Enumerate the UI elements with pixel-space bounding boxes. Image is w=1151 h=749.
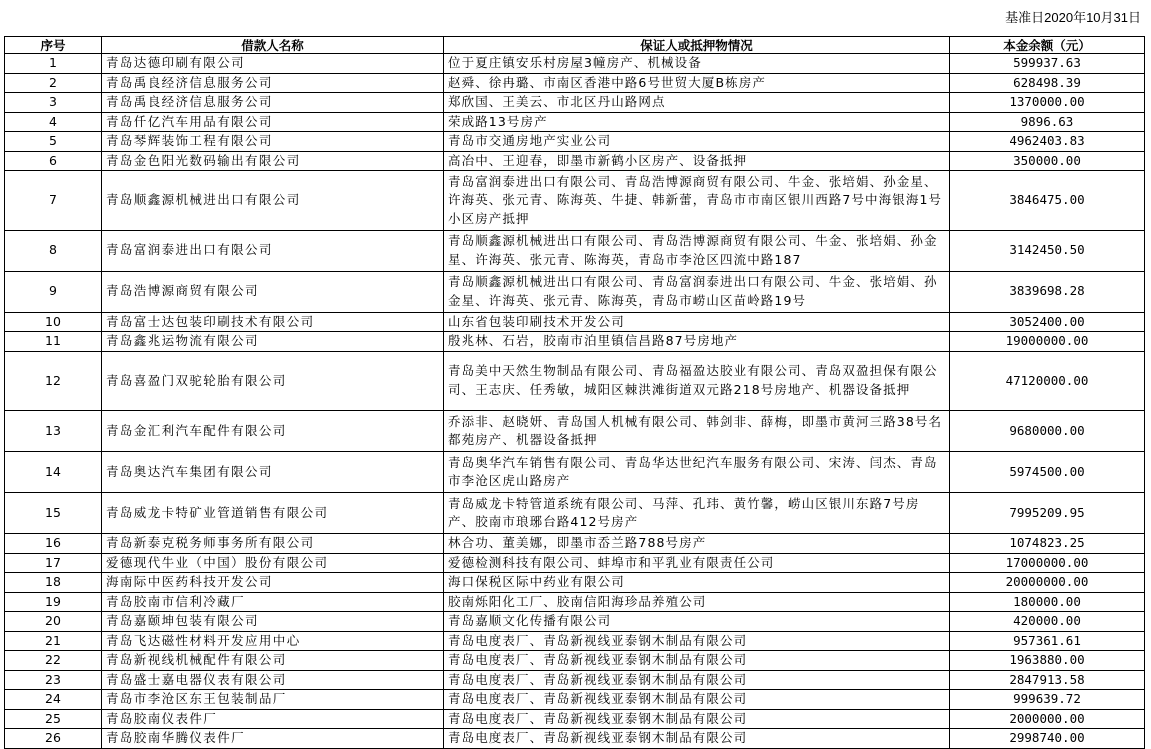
- table-row: [5, 534, 1145, 554]
- row-guarantee-cell: 青岛电度表厂、青岛新视线亚泰钢木制品有限公司: [444, 729, 950, 749]
- row-guarantee-cell: 青岛顺鑫源机械进出口有限公司、青岛浩博源商贸有限公司、牛金、张培娟、孙金星、许海英、张元青、陈海英，青岛市李沧区四流中路187: [444, 230, 950, 271]
- base-date-label: 基准日2020年10月31日: [1005, 10, 1141, 25]
- row-principal-cell: 1074823.25: [950, 534, 1145, 554]
- row-seq-cell: 23: [5, 670, 102, 690]
- row-guarantee-cell: 青岛奥华汽车销售有限公司、青岛华达世纪汽车服务有限公司、宋涛、闫杰、青岛市李沧区虎山路房产: [444, 452, 950, 493]
- row-seq-cell: 9: [5, 271, 102, 312]
- row-seq-cell: 7: [5, 171, 102, 231]
- row-guarantee-cell: 青岛美中天然生物制品有限公司、青岛福盈达胶业有限公司、青岛双盈担保有限公司、王志庆、任秀敏，城阳区棘洪滩街道双元路218号房地产、机器设备抵押: [444, 351, 950, 411]
- row-guarantee-cell: 胶南烁阳化工厂、胶南信阳海珍品养殖公司: [444, 592, 950, 612]
- table-row: [5, 351, 1145, 411]
- row-guarantee-cell: 殷兆林、石岩，胶南市泊里镇信昌路87号房地产: [444, 332, 950, 352]
- column-header-borrower: 借款人名称: [102, 37, 444, 54]
- row-guarantee-cell: 青岛市交通房地产实业公司: [444, 132, 950, 152]
- row-borrower-cell: 青岛新视线机械配件有限公司: [102, 651, 444, 671]
- row-guarantee-cell: 青岛顺鑫源机械进出口有限公司、青岛富润泰进出口有限公司、牛金、张培娟、孙金星、许海英、张元青、陈海英，青岛市崂山区苗岭路19号: [444, 271, 950, 312]
- table-header-row: [5, 37, 1145, 54]
- row-seq-cell: 24: [5, 690, 102, 710]
- row-guarantee-cell: 林合功、董美娜，即墨市岙兰路788号房产: [444, 534, 950, 554]
- row-guarantee-cell: 郑欣国、王美云、市北区丹山路网点: [444, 93, 950, 113]
- table-row: [5, 573, 1145, 593]
- table-row: [5, 631, 1145, 651]
- row-principal-cell: 3846475.00: [950, 171, 1145, 231]
- row-borrower-cell: 青岛鑫兆运物流有限公司: [102, 332, 444, 352]
- row-principal-cell: 2000000.00: [950, 709, 1145, 729]
- row-seq-cell: 18: [5, 573, 102, 593]
- row-guarantee-cell: 青岛嘉顺文化传播有限公司: [444, 612, 950, 632]
- row-borrower-cell: 青岛盛士嘉电器仪表有限公司: [102, 670, 444, 690]
- row-principal-cell: 3839698.28: [950, 271, 1145, 312]
- row-guarantee-cell: 青岛电度表厂、青岛新视线亚泰钢木制品有限公司: [444, 651, 950, 671]
- row-seq-cell: 17: [5, 553, 102, 573]
- row-principal-cell: 420000.00: [950, 612, 1145, 632]
- row-principal-cell: 999639.72: [950, 690, 1145, 710]
- table-row: [5, 93, 1145, 113]
- row-seq-cell: 15: [5, 493, 102, 534]
- row-guarantee-cell: 青岛电度表厂、青岛新视线亚泰钢木制品有限公司: [444, 709, 950, 729]
- row-principal-cell: 47120000.00: [950, 351, 1145, 411]
- row-borrower-cell: 青岛奥达汽车集团有限公司: [102, 452, 444, 493]
- table-row: [5, 411, 1145, 452]
- table-row: [5, 132, 1145, 152]
- row-borrower-cell: 青岛富润泰进出口有限公司: [102, 230, 444, 271]
- table-row: [5, 612, 1145, 632]
- table-row: [5, 332, 1145, 352]
- row-principal-cell: 19000000.00: [950, 332, 1145, 352]
- row-seq-cell: 5: [5, 132, 102, 152]
- row-guarantee-cell: 爱德检测科技有限公司、蚌埠市和平乳业有限责任公司: [444, 553, 950, 573]
- row-seq-cell: 22: [5, 651, 102, 671]
- row-seq-cell: 4: [5, 112, 102, 132]
- row-guarantee-cell: 乔添非、赵晓妍、青岛国人机械有限公司、韩剑非、薛梅，即墨市黄河三路38号名都苑房产、机器设备抵押: [444, 411, 950, 452]
- row-guarantee-cell: 青岛电度表厂、青岛新视线亚泰钢木制品有限公司: [444, 690, 950, 710]
- table-row: [5, 230, 1145, 271]
- row-seq-cell: 25: [5, 709, 102, 729]
- row-borrower-cell: 青岛金汇利汽车配件有限公司: [102, 411, 444, 452]
- row-seq-cell: 12: [5, 351, 102, 411]
- row-guarantee-cell: 山东省包装印刷技术开发公司: [444, 312, 950, 332]
- row-seq-cell: 16: [5, 534, 102, 554]
- row-guarantee-cell: 青岛富润泰进出口有限公司、青岛浩博源商贸有限公司、牛金、张培娟、孙金星、许海英、张元青、陈海英、牛捷、韩新蕾，青岛市市南区银川西路7号中海银海1号小区房产抵押: [444, 171, 950, 231]
- row-guarantee-cell: 荣成路13号房产: [444, 112, 950, 132]
- row-borrower-cell: 青岛金色阳光数码输出有限公司: [102, 151, 444, 171]
- table-row: [5, 151, 1145, 171]
- table-row: [5, 112, 1145, 132]
- row-seq-cell: 21: [5, 631, 102, 651]
- row-borrower-cell: 青岛市李沧区东王包装制品厂: [102, 690, 444, 710]
- row-principal-cell: 2847913.58: [950, 670, 1145, 690]
- column-header-principal: 本金余额（元）: [950, 37, 1145, 54]
- row-borrower-cell: 海南际中医药科技开发公司: [102, 573, 444, 593]
- row-borrower-cell: 青岛禹良经济信息服务公司: [102, 73, 444, 93]
- row-guarantee-cell: 位于夏庄镇安乐村房屋3幢房产、机械设备: [444, 54, 950, 74]
- row-principal-cell: 5974500.00: [950, 452, 1145, 493]
- column-header-seq: 序号: [5, 37, 102, 54]
- row-seq-cell: 19: [5, 592, 102, 612]
- row-guarantee-cell: 海口保税区际中药业有限公司: [444, 573, 950, 593]
- row-borrower-cell: 青岛嘉颐坤包装有限公司: [102, 612, 444, 632]
- row-principal-cell: 180000.00: [950, 592, 1145, 612]
- table-row: [5, 73, 1145, 93]
- row-seq-cell: 14: [5, 452, 102, 493]
- row-borrower-cell: 青岛琴辉装饰工程有限公司: [102, 132, 444, 152]
- table-row: [5, 670, 1145, 690]
- row-seq-cell: 6: [5, 151, 102, 171]
- row-principal-cell: 2998740.00: [950, 729, 1145, 749]
- row-borrower-cell: 青岛新泰克税务师事务所有限公司: [102, 534, 444, 554]
- row-principal-cell: 20000000.00: [950, 573, 1145, 593]
- row-borrower-cell: 青岛禹良经济信息服务公司: [102, 93, 444, 113]
- table-row: [5, 651, 1145, 671]
- row-borrower-cell: 青岛仟亿汽车用品有限公司: [102, 112, 444, 132]
- row-principal-cell: 1370000.00: [950, 93, 1145, 113]
- row-borrower-cell: 爱德现代牛业（中国）股份有限公司: [102, 553, 444, 573]
- row-borrower-cell: 青岛达德印刷有限公司: [102, 54, 444, 74]
- row-principal-cell: 3052400.00: [950, 312, 1145, 332]
- table-row: [5, 709, 1145, 729]
- row-seq-cell: 20: [5, 612, 102, 632]
- row-seq-cell: 11: [5, 332, 102, 352]
- table-row: [5, 592, 1145, 612]
- row-seq-cell: 26: [5, 729, 102, 749]
- row-borrower-cell: 青岛威龙卡特矿业管道销售有限公司: [102, 493, 444, 534]
- row-seq-cell: 1: [5, 54, 102, 74]
- row-principal-cell: 599937.63: [950, 54, 1145, 74]
- row-seq-cell: 8: [5, 230, 102, 271]
- row-borrower-cell: 青岛富士达包装印刷技术有限公司: [102, 312, 444, 332]
- row-principal-cell: 1963880.00: [950, 651, 1145, 671]
- table-row: [5, 452, 1145, 493]
- table-row: [5, 729, 1145, 749]
- row-borrower-cell: 青岛浩博源商贸有限公司: [102, 271, 444, 312]
- row-guarantee-cell: 青岛威龙卡特管道系统有限公司、马萍、孔玮、黄竹馨，崂山区银川东路7号房产、胶南市琅琊台路412号房产: [444, 493, 950, 534]
- row-principal-cell: 9896.63: [950, 112, 1145, 132]
- row-borrower-cell: 青岛胶南仪表件厂: [102, 709, 444, 729]
- row-principal-cell: 17000000.00: [950, 553, 1145, 573]
- column-header-guarantee: 保证人或抵押物情况: [444, 37, 950, 54]
- row-principal-cell: 350000.00: [950, 151, 1145, 171]
- table-row: [5, 493, 1145, 534]
- row-seq-cell: 2: [5, 73, 102, 93]
- row-principal-cell: 3142450.50: [950, 230, 1145, 271]
- row-borrower-cell: 青岛喜盈门双驼轮胎有限公司: [102, 351, 444, 411]
- table-row: [5, 690, 1145, 710]
- row-principal-cell: 7995209.95: [950, 493, 1145, 534]
- row-guarantee-cell: 赵舜、徐冉璐、市南区香港中路6号世贸大厦B栋房产: [444, 73, 950, 93]
- row-seq-cell: 10: [5, 312, 102, 332]
- table-row: [5, 171, 1145, 231]
- row-guarantee-cell: 青岛电度表厂、青岛新视线亚泰钢木制品有限公司: [444, 670, 950, 690]
- table-row: [5, 553, 1145, 573]
- loan-table: [4, 36, 1145, 749]
- row-borrower-cell: 青岛飞达磁性材料开发应用中心: [102, 631, 444, 651]
- table-row: [5, 312, 1145, 332]
- row-borrower-cell: 青岛胶南市信利冷藏厂: [102, 592, 444, 612]
- row-guarantee-cell: 青岛电度表厂、青岛新视线亚泰钢木制品有限公司: [444, 631, 950, 651]
- row-seq-cell: 13: [5, 411, 102, 452]
- row-seq-cell: 3: [5, 93, 102, 113]
- table-row: [5, 271, 1145, 312]
- table-row: [5, 54, 1145, 74]
- row-principal-cell: 9680000.00: [950, 411, 1145, 452]
- row-principal-cell: 4962403.83: [950, 132, 1145, 152]
- row-principal-cell: 957361.61: [950, 631, 1145, 651]
- row-borrower-cell: 青岛顺鑫源机械进出口有限公司: [102, 171, 444, 231]
- row-guarantee-cell: 高冶中、王迎春，即墨市新鹤小区房产、设备抵押: [444, 151, 950, 171]
- row-borrower-cell: 青岛胶南华腾仪表件厂: [102, 729, 444, 749]
- row-principal-cell: 628498.39: [950, 73, 1145, 93]
